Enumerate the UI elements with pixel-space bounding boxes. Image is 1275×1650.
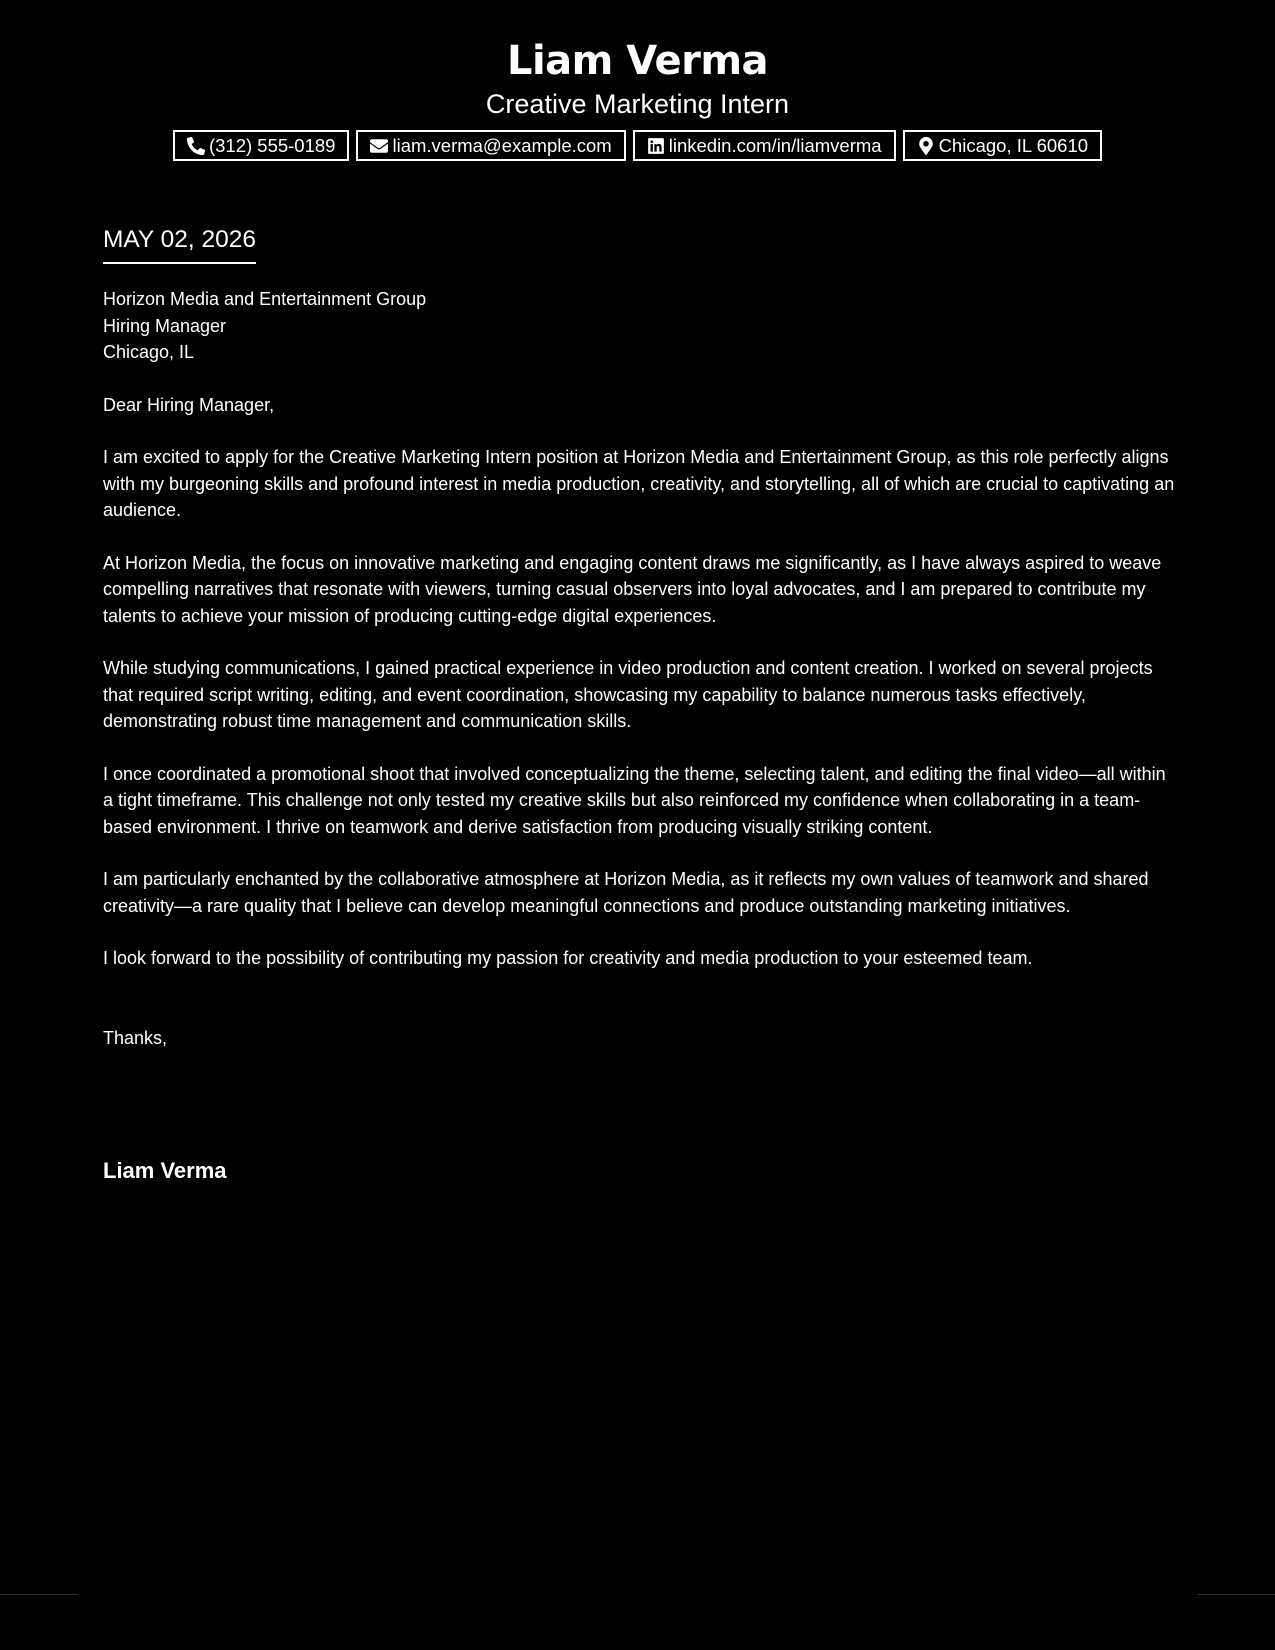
paragraph-2: At Horizon Media, the focus on innovative marketing and engaging content draws me significantly, as I have always aspired to weave compelling narratives that resonate with viewers, turning casual observers into loyal advocates, and I am prepared to contribute my talents to achieve your mission of producing cutting-edge digital experiences.	[103, 552, 1162, 626]
signature-name: Liam Verma	[103, 1158, 227, 1183]
letter-date: MAY 02, 2026	[103, 224, 256, 264]
closing: Thanks,	[103, 1027, 168, 1048]
paragraph-4: I once coordinated a promotional shoot that involved conceptualizing the theme, selecting talent, and editing the final video—all within a tight timeframe. This challenge not only tested my creative skills but also reinforced my confidence when collaborating in a team-based environment. I thrive on teamwork and derive satisfaction from producing visually striking content.	[103, 763, 1166, 837]
applicant-role: Creative Marketing Intern	[485, 89, 790, 119]
footer-divider-right	[1197, 1594, 1275, 1595]
linkedin-icon	[647, 137, 665, 155]
paragraph-6: I look forward to the possibility of contributing my passion for creativity and media production to your esteemed team.	[103, 948, 1033, 968]
recipient-title: Hiring Manager	[103, 315, 227, 336]
letter-header	[0, 34, 1275, 161]
contact-email[interactable]	[356, 130, 625, 161]
contact-location-text: Chicago, IL 60610	[938, 134, 1089, 156]
map-marker-icon	[917, 137, 935, 155]
recipient-location: Chicago, IL	[103, 342, 195, 362]
salutation: Dear Hiring Manager,	[103, 394, 275, 415]
contact-location[interactable]	[903, 130, 1102, 161]
contact-phone-text: (312) 555-0189	[208, 134, 336, 156]
phone-icon	[187, 137, 205, 155]
letter-body	[103, 224, 1178, 1185]
paragraph-3: While studying communications, I gained practical experience in video production and content creation. I worked on several projects that required script writing, editing, and event coordination, showcasing my capability to balance numerous tasks effectively, demonstrating robust time management and communication skills.	[103, 658, 1153, 731]
recipient-block	[103, 286, 1178, 366]
applicant-name: Liam Verma	[506, 38, 769, 84]
paragraph-1: I am excited to apply for the Creative Marketing Intern position at Horizon Media and Entertainment Group, as this role perfectly aligns with my burgeoning skills and profound interest in media production, creativity, and storytelling, all of which are crucial to captivating an audience.	[103, 447, 1175, 520]
contact-bar	[0, 130, 1275, 161]
contact-email-text: liam.verma@example.com	[392, 134, 612, 156]
contact-linkedin-text: linkedin.com/in/liamverma	[668, 134, 882, 156]
recipient-company: Horizon Media and Entertainment Group	[103, 289, 427, 309]
paragraph-5: I am particularly enchanted by the collaborative atmosphere at Horizon Media, as it reflects my own values of teamwork and shared creativity—a rare quality that I believe can develop meaningful connections and produce outstanding marketing initiatives.	[103, 869, 1149, 916]
envelope-icon	[370, 137, 388, 155]
footer-divider-left	[0, 1594, 77, 1595]
contact-phone[interactable]	[173, 130, 350, 161]
contact-linkedin[interactable]	[633, 130, 896, 161]
